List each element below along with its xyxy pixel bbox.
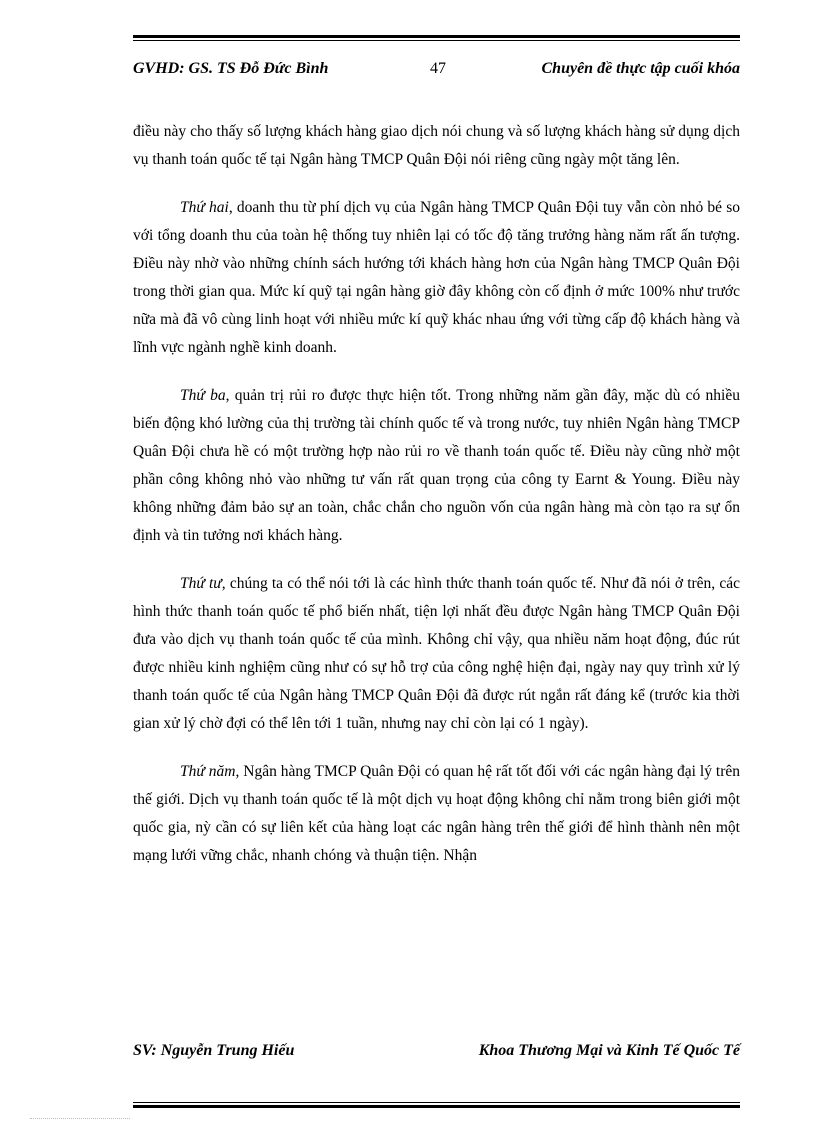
- paragraph-lead: Thứ hai: [180, 199, 229, 216]
- paragraph-third: [133, 382, 740, 550]
- report-title: Chuyên đề thực tập cuối khóa: [541, 60, 740, 77]
- paragraph-text: , doanh thu từ phí dịch vụ của Ngân hàng TMCP Quân Đội tuy vẫn còn nhỏ bé so với tổng doanh thu của toàn hệ thống tuy nhiên lại có tốc độ tăng trưởng hàng năm rất ấn tượng. Điều này nhờ vào những chính sách hướng tới khách hàng hơn của Ngân hàng TMCP Quân Đội trong thời gian qua. Mức kí quỹ tại ngân hàng giờ đây không còn cố định ở mức 100% như trước nữa mà đã vô cùng linh hoạt với nhiều mức kí quỹ khác nhau ứng với từng cấp độ khách hàng và lĩnh vực ngành nghề kinh doanh.: [133, 199, 740, 356]
- supervisor-label: GVHD: GS. TS Đỗ Đức Bình: [133, 60, 329, 77]
- paragraph-continuation: [133, 118, 740, 174]
- paragraph-text: điều này cho thấy số lượng khách hàng giao dịch nói chung và số lượng khách hàng sử dụng dịch vụ thanh toán quốc tế tại Ngân hàng TMCP Quân Đội nói riêng cũng ngày một tăng lên.: [133, 123, 740, 168]
- page-header: [133, 60, 740, 84]
- page-number: 47: [430, 60, 446, 77]
- paragraph-fifth: [133, 758, 740, 870]
- paragraph-text: chúng ta có thể nói tới là các hình thức thanh toán quốc tế. Như đã nói ở trên, các hình thức thanh toán quốc tế phổ biến nhất, tiện lợi nhất đều được Ngân hàng TMCP Quân Đội đưa vào dịch vụ thanh toán quốc tế của mình. Không chỉ vậy, qua nhiều năm hoạt động, đúc rút được nhiều kinh nghiệm cũng như có sự hỗ trợ của công nghệ hiện đại, ngày nay quy trình xử lý thanh toán quốc tế của Ngân hàng TMCP Quân Đội đã được rút ngắn rất đáng kể (trước kia thời gian xử lý chờ đợi có thể lên tới 1 tuần, nhưng nay chỉ còn lại có 1 ngày).: [133, 575, 740, 732]
- paragraph-lead: Thứ ba: [180, 387, 226, 404]
- page-body: [133, 118, 740, 890]
- faculty-name: Khoa Thương Mại và Kinh Tế Quốc Tế: [478, 1042, 740, 1059]
- student-name: SV: Nguyễn Trung Hiếu: [133, 1042, 295, 1059]
- header-rule: [133, 35, 740, 41]
- paragraph-text: , Ngân hàng TMCP Quân Đội có quan hệ rất tốt đối với các ngân hàng đại lý trên thế giới. Dịch vụ thanh toán quốc tế là một dịch vụ hoạt động không chỉ nằm trong biên giới một quốc gia, nỳ cần có sự liên kết của hàng loạt các ngân hàng trên thế giới để hình thành nên một mạng lưới vững chắc, nhanh chóng và thuận tiện. Nhận: [133, 763, 740, 864]
- paragraph-lead: Thứ năm: [180, 763, 236, 780]
- paragraph-fourth: [133, 570, 740, 738]
- paragraph-second: [133, 194, 740, 362]
- paragraph-text: , quản trị rủi ro được thực hiện tốt. Trong những năm gần đây, mặc dù có nhiều biến động khó lường của thị trường tài chính quốc tế và trong nước, tuy nhiên Ngân hàng TMCP Quân Đội chưa hề có một trường hợp nào rủi ro về thanh toán quốc tế. Điều này cũng nhờ một phần công không nhỏ vào những tư vấn rất quan trọng của công ty Earnt & Young. Điều này không những đảm bảo sự an toàn, chắc chắn cho nguồn vốn của ngân hàng mà còn tạo ra sự ổn định và tin tưởng nơi khách hàng.: [133, 387, 740, 544]
- page-edge-mark: [30, 1118, 130, 1120]
- footer-rule: [133, 1102, 740, 1108]
- page-footer: [133, 1042, 740, 1066]
- paragraph-lead: Thứ tư,: [180, 575, 226, 592]
